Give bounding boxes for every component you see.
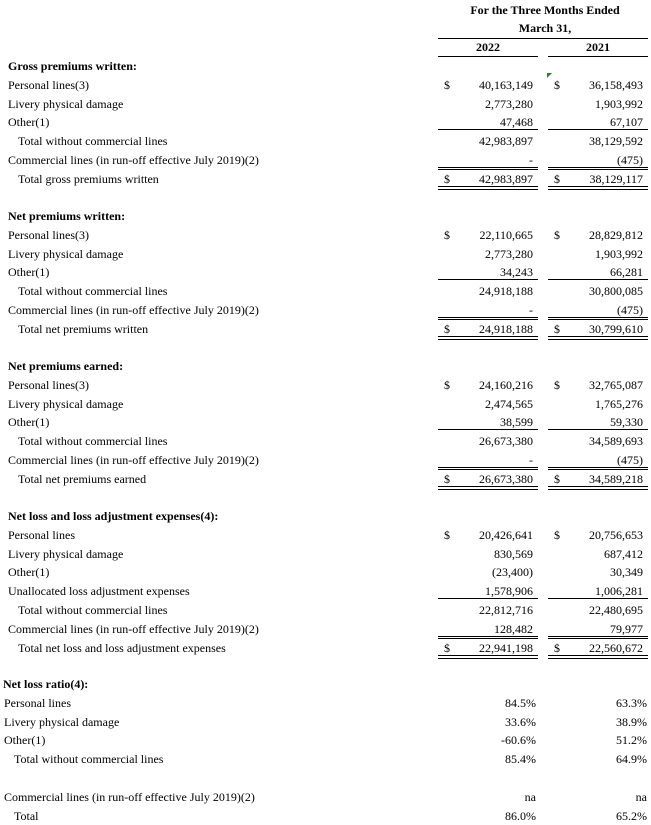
section-title-row bbox=[0, 675, 651, 693]
row-label: Other(1) bbox=[4, 733, 46, 748]
value-2021: 66,281 bbox=[610, 265, 643, 280]
value-2022: - bbox=[529, 153, 533, 167]
row-label: Total net loss and loss adjustment expenses bbox=[18, 640, 226, 655]
section-title: Gross premiums written: bbox=[8, 59, 137, 73]
comment-marker bbox=[547, 73, 552, 78]
table-row bbox=[0, 526, 651, 544]
table-row bbox=[0, 395, 651, 413]
value-2021: 30,349 bbox=[610, 565, 643, 580]
dollar-sign-2021: $ bbox=[554, 471, 560, 486]
value-2022: 24,160,216 bbox=[479, 377, 533, 392]
table-row bbox=[0, 245, 651, 263]
value-2021: 687,412 bbox=[604, 546, 643, 561]
section-title-row bbox=[0, 207, 651, 225]
row-label: Total without commercial lines bbox=[18, 134, 168, 149]
value-2021: 34,589,218 bbox=[589, 471, 643, 486]
total-double-rule-2021 bbox=[548, 336, 648, 340]
row-label: Commercial lines (in run-off effective July 2019)(2) bbox=[8, 153, 259, 167]
ratio-2022: 86.0% bbox=[505, 808, 536, 823]
value-2021: 38,129,592 bbox=[589, 134, 643, 149]
dollar-sign-2022: $ bbox=[444, 77, 450, 92]
table-row bbox=[0, 563, 651, 581]
row-label: Unallocated loss adjustment expenses bbox=[8, 584, 190, 599]
value-2021: (475) bbox=[617, 153, 643, 167]
value-2021: 34,589,693 bbox=[589, 434, 643, 449]
dollar-sign-2021: $ bbox=[554, 321, 560, 336]
row-label: Other(1) bbox=[8, 415, 50, 430]
total-double-rule-2022 bbox=[438, 655, 538, 659]
section-title: Net loss and loss adjustment expenses(4): bbox=[8, 509, 219, 523]
value-2021: 1,006,281 bbox=[595, 584, 643, 599]
total-top-rule-2022 bbox=[438, 169, 538, 170]
value-2022: 34,243 bbox=[500, 265, 533, 280]
dollar-sign-2022: $ bbox=[444, 640, 450, 655]
section-title: Net loss ratio(4): bbox=[3, 677, 89, 691]
table-row bbox=[0, 601, 651, 619]
value-2022: 22,110,665 bbox=[479, 227, 533, 242]
total-double-rule-2022 bbox=[438, 186, 538, 190]
value-2022: 2,773,280 bbox=[485, 96, 533, 111]
row-label: Personal lines(3) bbox=[8, 227, 89, 242]
dollar-sign-2022: $ bbox=[444, 527, 450, 542]
value-2021: 67,107 bbox=[610, 115, 643, 130]
row-label: Livery physical damage bbox=[4, 714, 120, 729]
row-label: Other(1) bbox=[8, 115, 50, 130]
value-2021: 20,756,653 bbox=[589, 527, 643, 542]
ratio-2021: 63.3% bbox=[616, 695, 647, 710]
value-2022: 26,673,380 bbox=[479, 471, 533, 486]
table-row bbox=[0, 713, 651, 731]
row-label: Livery physical damage bbox=[8, 96, 124, 111]
value-2022: - bbox=[529, 303, 533, 317]
dollar-sign-2022: $ bbox=[444, 377, 450, 392]
table-row bbox=[0, 432, 651, 450]
value-2022: (23,400) bbox=[492, 565, 533, 580]
value-2022: 20,426,641 bbox=[479, 527, 533, 542]
table-row bbox=[0, 282, 651, 300]
dollar-sign-2021: $ bbox=[554, 640, 560, 655]
ratio-2021: 38.9% bbox=[616, 714, 647, 729]
value-2022: 2,474,565 bbox=[485, 396, 533, 411]
total-top-rule-2021 bbox=[548, 638, 648, 639]
row-label: Commercial lines (in run-off effective July 2019)(2) bbox=[8, 303, 259, 317]
table-row bbox=[0, 226, 651, 244]
column-2022-heading: 2022 bbox=[476, 40, 500, 54]
subtotal-rule-2021 bbox=[548, 279, 648, 280]
value-2022: 22,941,198 bbox=[479, 640, 533, 655]
total-top-rule-2021 bbox=[548, 319, 648, 320]
value-2022: 22,812,716 bbox=[479, 603, 533, 617]
value-2022: 40,163,149 bbox=[479, 77, 533, 92]
value-2022: 26,673,380 bbox=[479, 434, 533, 449]
total-top-rule-2021 bbox=[548, 469, 648, 470]
row-label: Total without commercial lines bbox=[18, 434, 168, 449]
row-label: Total net premiums written bbox=[18, 321, 149, 336]
row-label: Commercial lines (in run-off effective July 2019)(2) bbox=[4, 789, 255, 804]
row-label: Commercial lines (in run-off effective July 2019)(2) bbox=[8, 621, 259, 636]
value-2021: 1,903,992 bbox=[595, 96, 643, 111]
table-row bbox=[0, 376, 651, 394]
value-2021: 1,903,992 bbox=[595, 246, 643, 261]
total-double-rule-2022 bbox=[438, 336, 538, 340]
dollar-sign-2021: $ bbox=[554, 527, 560, 542]
subtotal-rule-2022 bbox=[438, 279, 538, 280]
value-2022: 42,983,897 bbox=[479, 134, 533, 149]
period-heading-line1: For the Three Months Ended bbox=[470, 3, 620, 17]
row-label: Total bbox=[14, 808, 39, 823]
period-heading-line2: March 31, bbox=[518, 21, 572, 35]
value-2022: 128,482 bbox=[494, 621, 533, 636]
section-title-row bbox=[0, 357, 651, 375]
value-2022: 38,599 bbox=[500, 415, 533, 430]
ratio-2022: 85.4% bbox=[505, 752, 536, 767]
value-2022: 47,468 bbox=[500, 115, 533, 130]
section-title-row bbox=[0, 57, 651, 75]
value-2021: 28,829,812 bbox=[589, 227, 643, 242]
subtotal-rule-2021 bbox=[548, 129, 648, 130]
row-label: Personal lines(3) bbox=[8, 77, 89, 92]
value-2021: 30,799,610 bbox=[589, 321, 643, 336]
column-2021-heading: 2021 bbox=[586, 40, 610, 54]
table-row bbox=[0, 694, 651, 712]
value-2022: 1,578,906 bbox=[485, 584, 533, 599]
total-top-rule-2022 bbox=[438, 469, 538, 470]
row-label: Total gross premiums written bbox=[18, 171, 159, 186]
value-2022: 24,918,188 bbox=[479, 284, 533, 299]
dollar-sign-2022: $ bbox=[444, 321, 450, 336]
value-2022: 24,918,188 bbox=[479, 321, 533, 336]
total-top-rule-2022 bbox=[438, 319, 538, 320]
subtotal-rule-2022 bbox=[438, 129, 538, 130]
value-2022: 42,983,897 bbox=[479, 171, 533, 186]
ratio-2022: -60.6% bbox=[501, 733, 536, 748]
total-top-rule-2021 bbox=[548, 169, 648, 170]
header-rule bbox=[438, 38, 648, 39]
total-double-rule-2021 bbox=[548, 655, 648, 659]
table-row bbox=[0, 76, 651, 94]
dollar-sign-2021: $ bbox=[554, 377, 560, 392]
row-label: Commercial lines (in run-off effective July 2019)(2) bbox=[8, 453, 259, 467]
row-label: Personal lines(3) bbox=[8, 377, 89, 392]
total-double-rule-2022 bbox=[438, 486, 538, 490]
table-row bbox=[0, 95, 651, 113]
total-double-rule-2021 bbox=[548, 186, 648, 190]
dollar-sign-2022: $ bbox=[444, 227, 450, 242]
value-2021: 36,158,493 bbox=[589, 77, 643, 92]
value-2021: 22,480,695 bbox=[589, 603, 643, 617]
section-title-row bbox=[0, 507, 651, 525]
row-label: Total net premiums earned bbox=[18, 471, 147, 486]
ratio-2022: 33.6% bbox=[505, 714, 536, 729]
row-label: Livery physical damage bbox=[8, 546, 124, 561]
row-label: Other(1) bbox=[8, 265, 50, 280]
row-label: Livery physical damage bbox=[8, 396, 124, 411]
ratio-2021: 65.2% bbox=[616, 808, 647, 823]
dollar-sign-2021: $ bbox=[554, 171, 560, 186]
section-title: Net premiums earned: bbox=[8, 359, 124, 373]
table-row bbox=[0, 545, 651, 563]
value-2022: - bbox=[529, 453, 533, 467]
row-label: Personal lines bbox=[4, 695, 71, 710]
value-2022: 830,569 bbox=[494, 546, 533, 561]
value-2021: 30,800,085 bbox=[589, 284, 643, 299]
value-2021: 1,765,276 bbox=[595, 396, 643, 411]
dollar-sign-2022: $ bbox=[444, 471, 450, 486]
dollar-sign-2022: $ bbox=[444, 171, 450, 186]
value-2021: (475) bbox=[617, 303, 643, 317]
row-label: Livery physical damage bbox=[8, 246, 124, 261]
dollar-sign-2021: $ bbox=[554, 227, 560, 242]
value-2021: 22,560,672 bbox=[589, 640, 643, 655]
table-row bbox=[0, 807, 651, 825]
value-2021: 79,977 bbox=[610, 621, 643, 636]
value-2022: 2,773,280 bbox=[485, 246, 533, 261]
subtotal-rule-2022 bbox=[438, 429, 538, 430]
table-row bbox=[0, 788, 651, 806]
value-2021: 59,330 bbox=[610, 415, 643, 430]
value-2021: 32,765,087 bbox=[589, 377, 643, 392]
section-title: Net premiums written: bbox=[8, 209, 126, 223]
ratio-2021: na bbox=[635, 789, 647, 804]
value-2021: 38,129,117 bbox=[589, 171, 643, 186]
row-label: Personal lines bbox=[8, 527, 75, 542]
total-top-rule-2022 bbox=[438, 638, 538, 639]
row-label: Total without commercial lines bbox=[18, 284, 168, 299]
table-row bbox=[0, 731, 651, 749]
ratio-2021: 51.2% bbox=[616, 733, 647, 748]
dollar-sign-2021: $ bbox=[554, 77, 560, 92]
ratio-2021: 64.9% bbox=[616, 752, 647, 767]
row-label: Other(1) bbox=[8, 565, 50, 580]
subtotal-rule-2022 bbox=[438, 598, 538, 599]
value-2021: (475) bbox=[617, 453, 643, 467]
row-label: Total without commercial lines bbox=[14, 752, 164, 767]
ratio-2022: na bbox=[524, 789, 536, 804]
subtotal-rule-2021 bbox=[548, 429, 648, 430]
table-row bbox=[0, 132, 651, 150]
table-row bbox=[0, 750, 651, 768]
row-label: Total without commercial lines bbox=[18, 603, 168, 617]
ratio-2022: 84.5% bbox=[505, 695, 536, 710]
total-double-rule-2021 bbox=[548, 486, 648, 490]
subtotal-rule-2021 bbox=[548, 598, 648, 599]
